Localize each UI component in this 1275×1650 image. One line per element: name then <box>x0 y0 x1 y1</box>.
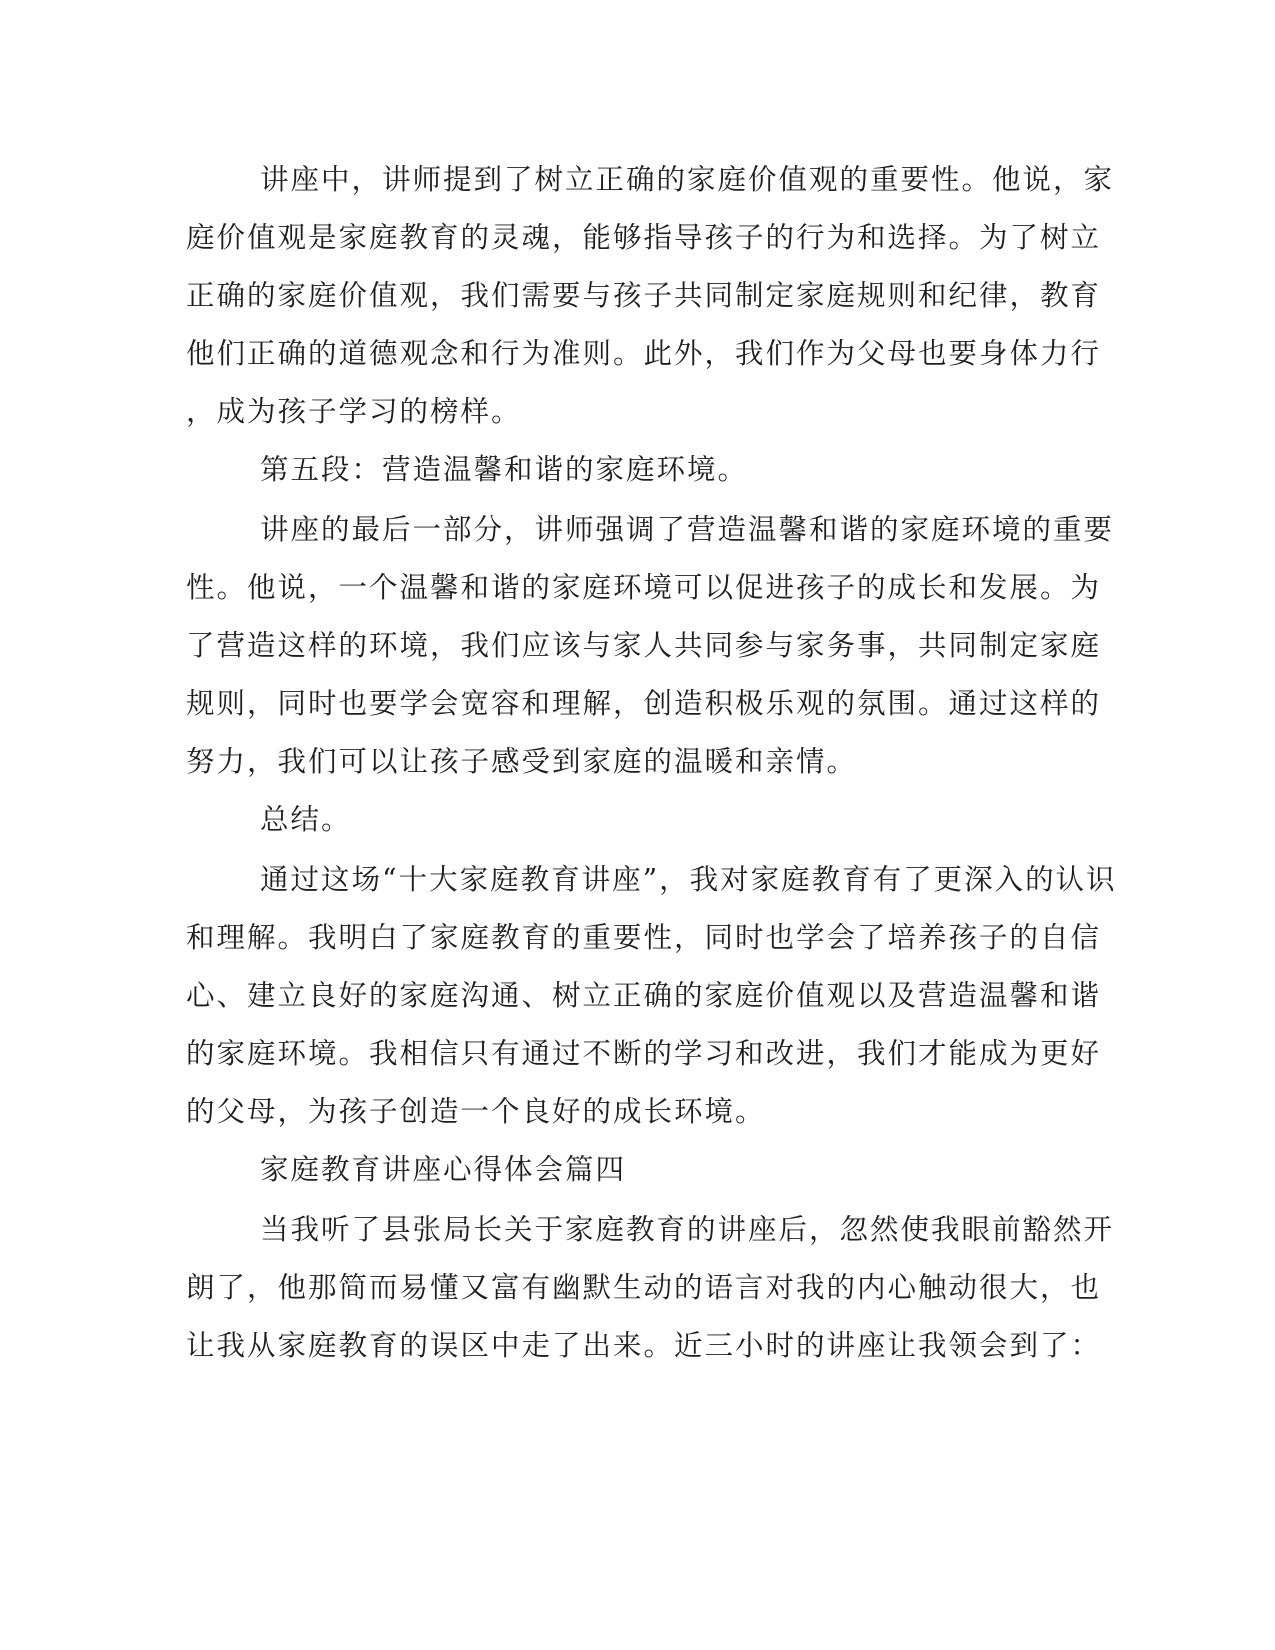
text-line: ，成为孩子学习的榜样。 <box>186 395 522 428</box>
text-line: 的父母，为孩子创造一个良好的成长环境。 <box>186 1095 766 1128</box>
text-line: 讲座中，讲师提到了树立正确的家庭价值观的重要性。他说，家 <box>260 163 1115 196</box>
section-heading: 第五段：营造温馨和谐的家庭环境。 <box>260 453 749 486</box>
text-line: 和理解。我明白了家庭教育的重要性，同时也学会了培养孩子的自信 <box>186 921 1102 954</box>
text-line: 庭价值观是家庭教育的灵魂，能够指导孩子的行为和选择。为了树立 <box>186 221 1102 254</box>
section-heading: 家庭教育讲座心得体会篇四 <box>260 1153 627 1186</box>
text-line: 性。他说，一个温馨和谐的家庭环境可以促进孩子的成长和发展。为 <box>186 571 1102 604</box>
text-line: 他们正确的道德观念和行为准则。此外，我们作为父母也要身体力行 <box>186 337 1102 370</box>
text-line: 当我听了县张局长关于家庭教育的讲座后，忽然使我眼前豁然开 <box>260 1213 1115 1246</box>
text-line: 了营造这样的环境，我们应该与家人共同参与家务事，共同制定家庭 <box>186 629 1102 662</box>
text-line: 朗了，他那简而易懂又富有幽默生动的语言对我的内心触动很大，也 <box>186 1271 1102 1304</box>
text-line: 努力，我们可以让孩子感受到家庭的温暖和亲情。 <box>186 745 858 778</box>
text-line: 让我从家庭教育的误区中走了出来。近三小时的讲座让我领会到了： <box>186 1329 1102 1362</box>
section-heading: 总结。 <box>260 803 352 836</box>
text-line: 规则，同时也要学会宽容和理解，创造积极乐观的氛围。通过这样的 <box>186 687 1102 720</box>
text-line: 讲座的最后一部分，讲师强调了营造温馨和谐的家庭环境的重要 <box>260 513 1115 546</box>
text-line: 心、建立良好的家庭沟通、树立正确的家庭价值观以及营造温馨和谐 <box>186 979 1102 1012</box>
text-line: 的家庭环境。我相信只有通过不断的学习和改进，我们才能成为更好 <box>186 1037 1102 1070</box>
text-line: 通过这场“十大家庭教育讲座”，我对家庭教育有了更深入的认识 <box>260 863 1117 896</box>
text-line: 正确的家庭价值观，我们需要与孩子共同制定家庭规则和纪律，教育 <box>186 279 1102 312</box>
